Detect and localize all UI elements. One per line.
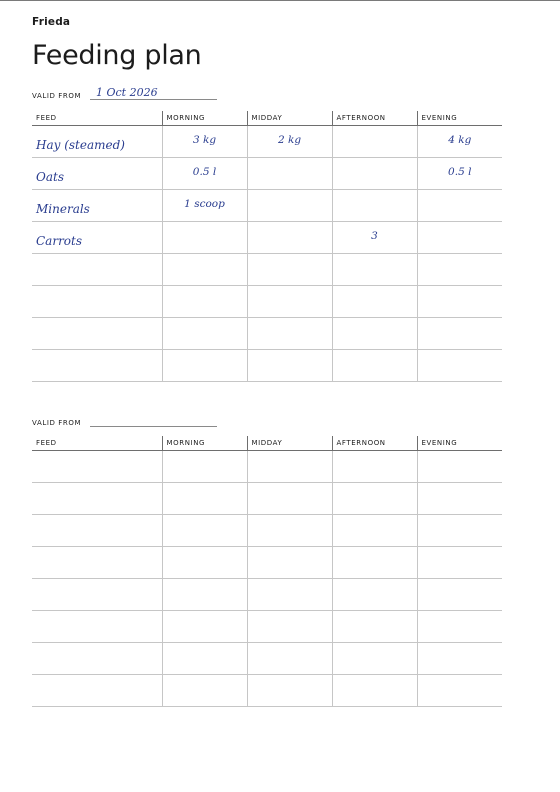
feed-cell[interactable] [32, 285, 162, 317]
afternoon-cell[interactable] [332, 285, 417, 317]
midday-cell[interactable] [247, 317, 332, 349]
evening-cell[interactable] [417, 610, 502, 642]
column-header-evening: EVENING [417, 111, 502, 125]
morning-cell[interactable] [162, 317, 247, 349]
afternoon-cell[interactable]: 3 [332, 221, 417, 253]
afternoon-cell[interactable] [332, 450, 417, 482]
afternoon-cell[interactable] [332, 514, 417, 546]
afternoon-cell[interactable] [332, 674, 417, 706]
table-row [32, 157, 502, 189]
evening-cell[interactable] [417, 578, 502, 610]
morning-cell[interactable] [162, 546, 247, 578]
page-title: Feeding plan [32, 40, 202, 71]
feed-cell[interactable] [32, 642, 162, 674]
morning-cell[interactable]: 1 scoop [162, 189, 247, 221]
page-top-border [0, 0, 560, 1]
feed-cell[interactable] [32, 514, 162, 546]
evening-cell[interactable] [417, 546, 502, 578]
column-header-afternoon: AFTERNOON [332, 111, 417, 125]
column-header-morning: MORNING [162, 436, 247, 450]
valid-from-label: VALID FROM [32, 92, 82, 100]
table-header-row [32, 111, 502, 125]
afternoon-cell[interactable] [332, 578, 417, 610]
midday-cell[interactable] [247, 674, 332, 706]
morning-cell[interactable] [162, 349, 247, 381]
midday-cell[interactable] [247, 610, 332, 642]
midday-cell[interactable] [247, 546, 332, 578]
midday-cell[interactable] [247, 349, 332, 381]
table-row [32, 189, 502, 221]
afternoon-cell[interactable] [332, 125, 417, 157]
morning-cell[interactable] [162, 578, 247, 610]
feed-cell[interactable]: Hay (steamed) [32, 125, 162, 157]
midday-cell[interactable] [247, 285, 332, 317]
column-header-afternoon: AFTERNOON [332, 436, 417, 450]
feed-cell[interactable] [32, 450, 162, 482]
evening-cell[interactable] [417, 349, 502, 381]
afternoon-cell[interactable] [332, 642, 417, 674]
afternoon-cell[interactable] [332, 157, 417, 189]
evening-cell[interactable] [417, 317, 502, 349]
midday-cell[interactable] [247, 189, 332, 221]
valid-from-label: VALID FROM [32, 419, 82, 427]
feed-cell[interactable] [32, 253, 162, 285]
valid-from-row-2 [32, 413, 222, 427]
table-row [32, 221, 502, 253]
evening-cell[interactable] [417, 514, 502, 546]
feed-cell[interactable] [32, 317, 162, 349]
morning-cell[interactable] [162, 450, 247, 482]
afternoon-cell[interactable] [332, 349, 417, 381]
morning-cell[interactable] [162, 285, 247, 317]
midday-cell[interactable]: 2 kg [247, 125, 332, 157]
column-header-evening: EVENING [417, 436, 502, 450]
morning-cell[interactable] [162, 642, 247, 674]
feed-cell[interactable] [32, 674, 162, 706]
horse-name: Frieda [32, 16, 71, 28]
column-header-morning: MORNING [162, 111, 247, 125]
column-header-feed: FEED [32, 111, 162, 125]
midday-cell[interactable] [247, 578, 332, 610]
feed-cell[interactable] [32, 610, 162, 642]
afternoon-cell[interactable] [332, 253, 417, 285]
table-row [32, 285, 502, 317]
table-row [32, 253, 502, 285]
valid-from-row-1 [32, 86, 222, 100]
table-row [32, 578, 502, 610]
feed-cell[interactable] [32, 546, 162, 578]
feed-cell[interactable]: Oats [32, 157, 162, 189]
afternoon-cell[interactable] [332, 610, 417, 642]
midday-cell[interactable] [247, 514, 332, 546]
table-row [32, 674, 502, 706]
midday-cell[interactable] [247, 221, 332, 253]
table-row [32, 610, 502, 642]
morning-cell[interactable] [162, 482, 247, 514]
midday-cell[interactable] [247, 253, 332, 285]
feeding-table-2 [32, 436, 502, 707]
evening-cell[interactable] [417, 482, 502, 514]
morning-cell[interactable] [162, 610, 247, 642]
feed-cell[interactable]: Carrots [32, 221, 162, 253]
table-row [32, 514, 502, 546]
evening-cell[interactable] [417, 221, 502, 253]
feed-cell[interactable]: Minerals [32, 189, 162, 221]
table-row [32, 450, 502, 482]
morning-cell[interactable]: 0.5 l [162, 157, 247, 189]
table-row [32, 349, 502, 381]
table-row [32, 642, 502, 674]
midday-cell[interactable] [247, 642, 332, 674]
table-row [32, 317, 502, 349]
evening-cell[interactable] [417, 450, 502, 482]
feed-cell[interactable] [32, 349, 162, 381]
midday-cell[interactable] [247, 450, 332, 482]
afternoon-cell[interactable] [332, 546, 417, 578]
midday-cell[interactable] [247, 482, 332, 514]
morning-cell[interactable] [162, 674, 247, 706]
morning-cell[interactable] [162, 253, 247, 285]
column-header-midday: MIDDAY [247, 111, 332, 125]
column-header-feed: FEED [32, 436, 162, 450]
evening-cell[interactable] [417, 674, 502, 706]
evening-cell[interactable]: 4 kg [417, 125, 502, 157]
table-row [32, 482, 502, 514]
valid-from-date[interactable]: 1 Oct 2026 [96, 86, 158, 99]
afternoon-cell[interactable] [332, 317, 417, 349]
evening-cell[interactable] [417, 253, 502, 285]
evening-cell[interactable] [417, 189, 502, 221]
afternoon-cell[interactable] [332, 482, 417, 514]
feeding-table-1 [32, 111, 502, 382]
evening-cell[interactable] [417, 642, 502, 674]
feed-cell[interactable] [32, 578, 162, 610]
valid-from-line[interactable] [90, 426, 217, 427]
valid-from-line[interactable] [90, 99, 217, 100]
midday-cell[interactable] [247, 157, 332, 189]
evening-cell[interactable] [417, 285, 502, 317]
afternoon-cell[interactable] [332, 189, 417, 221]
column-header-midday: MIDDAY [247, 436, 332, 450]
table-header-row [32, 436, 502, 450]
table-row [32, 546, 502, 578]
morning-cell[interactable]: 3 kg [162, 125, 247, 157]
feed-cell[interactable] [32, 482, 162, 514]
table-row [32, 125, 502, 157]
evening-cell[interactable]: 0.5 l [417, 157, 502, 189]
morning-cell[interactable] [162, 514, 247, 546]
morning-cell[interactable] [162, 221, 247, 253]
